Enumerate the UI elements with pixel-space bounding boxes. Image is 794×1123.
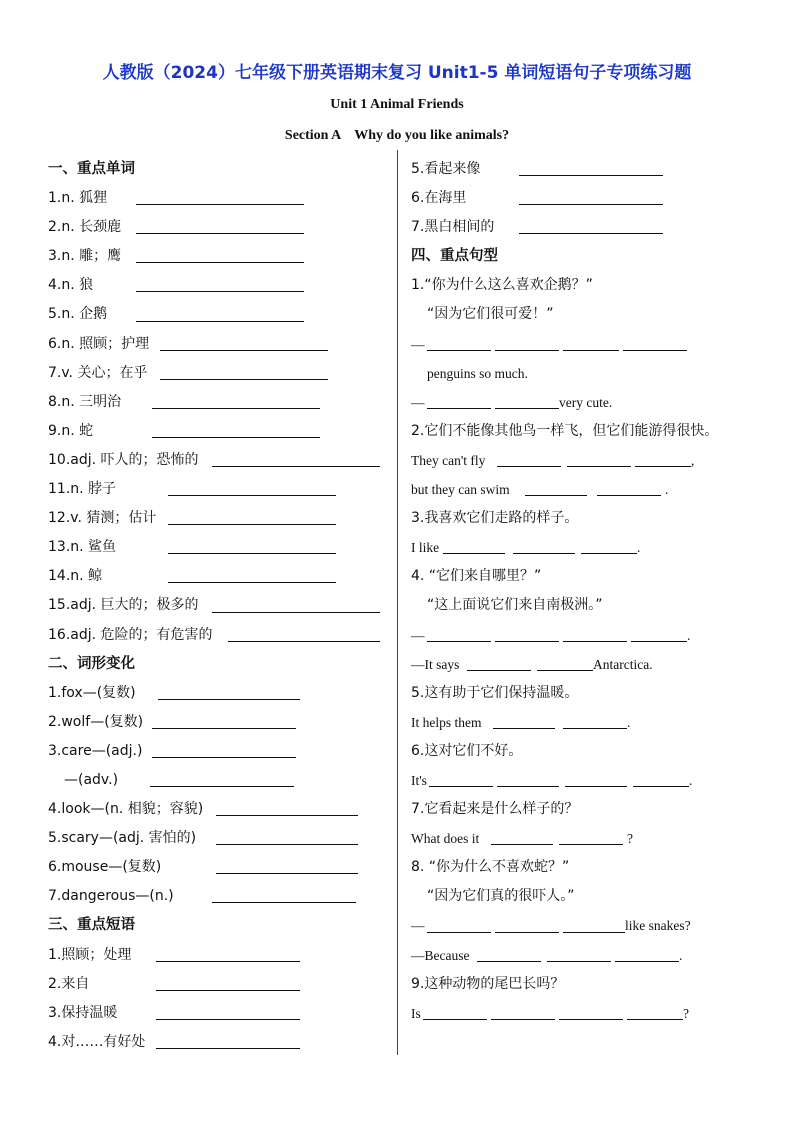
vocab-item: 3.n. 雕；鹰 (48, 242, 388, 271)
sentence-cn: “因为它们真的很吓人。” (427, 888, 575, 905)
answer-blank[interactable] (519, 233, 663, 234)
answer-blank[interactable] (495, 932, 559, 933)
answer-blank[interactable] (525, 495, 587, 496)
answer-blank[interactable] (563, 932, 625, 933)
sentence-en: penguins so much. (427, 365, 528, 381)
left-column (48, 155, 388, 1057)
forms-item: 4.look—(n. 相貌；容貌) (48, 795, 388, 824)
sentence-en: but they can swim . (411, 482, 669, 498)
sentence-en: What does it ? (411, 831, 633, 847)
answer-blank[interactable] (497, 786, 559, 787)
sentence-en: — like snakes? (411, 918, 691, 934)
forms-item: 7.dangerous—(n.) (48, 882, 388, 911)
forms-item: 5.scary—(adj. 害怕的) (48, 824, 388, 853)
sentence-cn: 5.这有助于它们保持温暖。 (411, 684, 579, 701)
sentence-en: — . (411, 627, 691, 643)
answer-blank[interactable] (160, 379, 328, 380)
vocab-item: 14.n. 鲸 (48, 562, 388, 591)
answer-blank[interactable] (168, 553, 336, 554)
answer-blank[interactable] (519, 175, 663, 176)
page-title: 人教版（2024）七年级下册英语期末复习 Unit1-5 单词短语句子专项练习题 (102, 63, 692, 83)
answer-blank[interactable] (563, 350, 619, 351)
answer-blank[interactable] (623, 350, 687, 351)
section-title: Section A Why do you like animals? (284, 128, 510, 143)
answer-blank[interactable] (563, 728, 627, 729)
answer-blank[interactable] (136, 291, 304, 292)
answer-blank[interactable] (477, 961, 541, 962)
answer-blank[interactable] (627, 1019, 683, 1020)
phrase-item: 3.保持温暖 (48, 999, 388, 1028)
answer-blank[interactable] (597, 495, 661, 496)
sentence-en: Is ? (411, 1005, 689, 1021)
answer-blank[interactable] (633, 786, 689, 787)
answer-blank[interactable] (491, 1019, 555, 1020)
answer-blank[interactable] (228, 641, 380, 642)
answer-blank[interactable] (495, 350, 559, 351)
sentence-cn: 3.我喜欢它们走路的样子。 (411, 510, 579, 527)
answer-blank[interactable] (497, 466, 561, 467)
vocab-item: 9.n. 蛇 (48, 417, 388, 446)
answer-blank[interactable] (537, 670, 593, 671)
answer-blank[interactable] (212, 612, 380, 613)
sentence-cn: “因为它们很可爱！” (427, 306, 554, 323)
vocab-item: 16.adj. 危险的；有危害的 (48, 621, 388, 650)
sentence-cn: 6.这对它们不好。 (411, 742, 523, 759)
phrase-item: 6.在海里 (411, 184, 761, 213)
answer-blank[interactable] (563, 641, 627, 642)
answer-blank[interactable] (427, 932, 491, 933)
answer-blank[interactable] (158, 699, 300, 700)
answer-blank[interactable] (427, 408, 491, 409)
vocab-heading: 一、重点单词 (48, 161, 135, 177)
sentence-cn: 4. “它们来自哪里？” (411, 568, 542, 585)
sentence-cn: “这上面说它们来自南极洲。” (427, 597, 603, 614)
forms-item: 1.fox—(复数) (48, 679, 388, 708)
answer-blank[interactable] (168, 524, 336, 525)
answer-blank[interactable] (559, 844, 623, 845)
answer-blank[interactable] (493, 728, 555, 729)
answer-blank[interactable] (513, 553, 575, 554)
answer-blank[interactable] (427, 350, 491, 351)
answer-blank[interactable] (150, 786, 294, 787)
answer-blank[interactable] (547, 961, 611, 962)
forms-item: —(adv.) (48, 766, 388, 795)
sentence-en: — very cute. (411, 394, 613, 410)
sentence-en: It helps them . (411, 714, 631, 730)
answer-blank[interactable] (559, 1019, 623, 1020)
answer-blank[interactable] (581, 553, 637, 554)
answer-blank[interactable] (156, 1048, 300, 1049)
sentence-en: —Because . (411, 947, 683, 963)
vocab-item: 4.n. 狼 (48, 271, 388, 300)
answer-blank[interactable] (136, 233, 304, 234)
answer-blank[interactable] (519, 204, 663, 205)
sentence-cn: 1.“你为什么这么喜欢企鹅？” (411, 277, 593, 294)
answer-blank[interactable] (212, 902, 356, 903)
vocab-item: 5.n. 企鹅 (48, 300, 388, 329)
forms-item: 3.care—(adj.) (48, 737, 388, 766)
vocab-item: 15.adj. 巨大的；极多的 (48, 591, 388, 620)
answer-blank[interactable] (168, 582, 336, 583)
answer-blank[interactable] (152, 728, 296, 729)
sentence-en: —It says Antarctica. (411, 656, 653, 672)
answer-blank[interactable] (467, 670, 531, 671)
answer-blank[interactable] (156, 961, 300, 962)
vocab-item: 1.n. 狐狸 (48, 184, 388, 213)
sentence-en: They can't fly , (411, 452, 695, 468)
answer-blank[interactable] (136, 321, 304, 322)
phrase-item: 2.来自 (48, 970, 388, 999)
forms-item: 6.mouse—(复数) (48, 853, 388, 882)
vocab-item: 7.v. 关心；在乎 (48, 359, 388, 388)
answer-blank[interactable] (443, 553, 505, 554)
answer-blank[interactable] (427, 641, 491, 642)
answer-blank[interactable] (156, 1019, 300, 1020)
answer-blank[interactable] (168, 495, 336, 496)
answer-blank[interactable] (631, 641, 687, 642)
answer-blank[interactable] (495, 641, 559, 642)
answer-blank[interactable] (423, 1019, 487, 1020)
sentence-en: It's . (411, 772, 693, 788)
phrase-item: 4.对……有好处 (48, 1028, 388, 1057)
answer-blank[interactable] (495, 408, 559, 409)
answer-blank[interactable] (160, 350, 328, 351)
vocab-item: 6.n. 照顾；护理 (48, 330, 388, 359)
column-divider (397, 150, 398, 1055)
answer-blank[interactable] (152, 757, 296, 758)
sentence-en: — (411, 330, 761, 359)
phrase-item: 5.看起来像 (411, 155, 761, 184)
answer-blank[interactable] (216, 815, 358, 816)
answer-blank[interactable] (152, 437, 320, 438)
phrase-item: 7.黑白相间的 (411, 213, 761, 242)
answer-blank[interactable] (212, 466, 380, 467)
answer-blank[interactable] (156, 990, 300, 991)
answer-blank[interactable] (615, 961, 679, 962)
unit-title: Unit 1 Animal Friends (330, 97, 464, 112)
vocab-item: 12.v. 猜测；估计 (48, 504, 388, 533)
sentence-cn: 9.这种动物的尾巴长吗？ (411, 975, 565, 992)
phrase-item: 1.照顾；处理 (48, 941, 388, 970)
answer-blank[interactable] (152, 408, 320, 409)
sentence-en: I like . (411, 540, 641, 556)
vocab-item: 13.n. 鲨鱼 (48, 533, 388, 562)
sentence-cn: 2.它们不能像其他鸟一样飞，但它们能游得很快。 (411, 422, 719, 439)
right-column (411, 155, 761, 1028)
vocab-item: 2.n. 长颈鹿 (48, 213, 388, 242)
answer-blank[interactable] (567, 466, 631, 467)
vocab-item: 10.adj. 吓人的；恐怖的 (48, 446, 388, 475)
vocab-item: 11.n. 脖子 (48, 475, 388, 504)
phrases-heading: 三、重点短语 (48, 917, 135, 934)
answer-blank[interactable] (635, 466, 691, 467)
answer-blank[interactable] (216, 844, 358, 845)
sentences-heading: 四、重点句型 (411, 248, 498, 265)
answer-blank[interactable] (136, 262, 304, 263)
answer-blank[interactable] (429, 786, 493, 787)
forms-item: 2.wolf—(复数) (48, 708, 388, 737)
answer-blank[interactable] (216, 873, 358, 874)
answer-blank[interactable] (565, 786, 627, 787)
answer-blank[interactable] (136, 204, 304, 205)
vocab-item: 8.n. 三明治 (48, 388, 388, 417)
answer-blank[interactable] (491, 844, 553, 845)
sentence-cn: 8. “你为什么不喜欢蛇？” (411, 859, 570, 876)
sentence-cn: 7.它看起来是什么样子的？ (411, 801, 579, 818)
forms-heading: 二、词形变化 (48, 655, 135, 672)
